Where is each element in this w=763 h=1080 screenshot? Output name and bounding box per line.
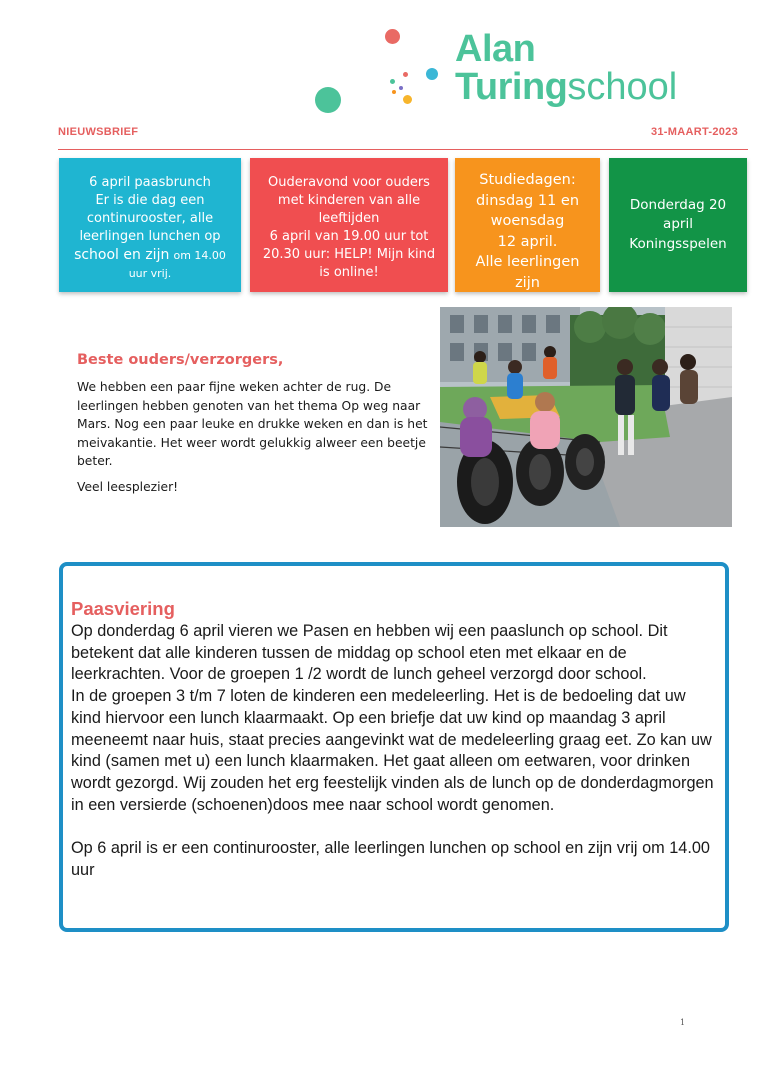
event-box-koningsspelen bbox=[609, 158, 747, 292]
newsletter-label: NIEUWSBRIEF bbox=[58, 126, 139, 138]
paragraph-spacer bbox=[71, 816, 719, 838]
header-divider bbox=[58, 149, 748, 150]
intro-paragraph: We hebben een paar fijne weken achter de rug. De leerlingen hebben genoten van het thema Op weg naar Mars. Nog een paar leuke en drukke weken en dan is het meivakantie. Het weer wordt gelukkig alweer een beetje beter. bbox=[77, 380, 428, 468]
ouderavond-line5: 20.30 uur: HELP! Mijn kind bbox=[262, 247, 436, 262]
logo-dot-small-orange bbox=[392, 90, 396, 94]
event-box-ouderavond bbox=[250, 158, 448, 292]
paasviering-paragraph-2: In de groepen 3 t/m 7 loten de kinderen een medeleerling. Het is de bedoeling dat uw kind hiervoor een lunch klaarmaakt. Op een briefje dat uw kind op maandag 3 april meeneemt naar huis, staat precies aangevinkt wat de medeleerling graag eet. Zo kan uw kind (samen met u) een lunch klaarmaken. Het gaat alleen om eetwaren, voor drinken wordt gezorgd. Wij zouden het erg feestelijk vinden als de lunch op de donderdagmorgen in een versierde (schoenen)doos mee naar school wordt genomen. bbox=[71, 687, 714, 814]
koningsspelen-line1: Donderdag 20 bbox=[629, 196, 727, 213]
paasviering-paragraph-3: Op 6 april is er een continurooster, alle leerlingen lunchen op school en zijn vrij om 14.00 uur bbox=[71, 839, 710, 879]
paasviering-heading: Paasviering bbox=[71, 598, 175, 619]
paasbrunch-line3: continurooster, alle bbox=[86, 211, 214, 226]
studiedagen-line3: woensdag bbox=[490, 213, 565, 229]
playground-photo bbox=[440, 307, 732, 527]
intro-heading: Beste ouders/verzorgers, bbox=[77, 352, 284, 368]
paasviering-body bbox=[71, 621, 719, 881]
paasbrunch-line1: 6 april paasbrunch bbox=[89, 175, 211, 190]
ouderavond-line6: is online! bbox=[319, 265, 379, 280]
koningsspelen-line2: april bbox=[663, 216, 693, 233]
paasbrunch-line6: uur vrij. bbox=[128, 267, 172, 280]
studiedagen-line2: dinsdag 11 en bbox=[475, 192, 580, 209]
newsletter-date: 31-MAART-2023 bbox=[650, 126, 738, 138]
logo-dot-small-green bbox=[390, 79, 395, 84]
ouderavond-line1: Ouderavond voor ouders bbox=[268, 175, 430, 190]
paasbrunch-line5-small: om 14.00 bbox=[173, 249, 226, 262]
studiedagen-line5: Alle leerlingen zijn bbox=[475, 254, 580, 291]
event-box-studiedagen bbox=[455, 158, 600, 292]
event-box-paasbrunch bbox=[59, 158, 241, 292]
logo-line2-bold: Turing bbox=[455, 66, 568, 108]
studiedagen-line4: 12 april. bbox=[497, 233, 558, 250]
logo-dot-green-large bbox=[315, 87, 341, 113]
logo-dot-small-red bbox=[403, 72, 408, 77]
logo-dot-blue bbox=[426, 68, 438, 80]
logo-line2 bbox=[455, 68, 677, 106]
intro-signoff: Veel leesplezier! bbox=[77, 480, 179, 494]
ouderavond-line4: 6 april van 19.00 uur tot bbox=[269, 229, 429, 244]
logo-dot-red bbox=[385, 29, 400, 44]
paasviering-paragraph-1: Op donderdag 6 april vieren we Pasen en hebben wij een paaslunch op school. Dit betekent dat alle kinderen tussen de middag op school eten met elkaar en de leerkrachten. Voor de groepen 1 /2 wordt de lunch geheel verzorgd door school. bbox=[71, 622, 668, 684]
paasbrunch-line2: Er is die dag een bbox=[95, 193, 205, 208]
ouderavond-line2: met kinderen van alle bbox=[277, 193, 421, 208]
page-number: 1 bbox=[680, 1018, 686, 1027]
paasbrunch-line5: school en zijn bbox=[74, 247, 170, 263]
logo-dot-small-purple bbox=[399, 86, 403, 90]
koningsspelen-line3: Koningsspelen bbox=[629, 235, 727, 252]
paasbrunch-line4: leerlingen lunchen op bbox=[79, 229, 221, 244]
logo-wordmark bbox=[455, 30, 677, 106]
studiedagen-line1: Studiedagen: bbox=[479, 172, 576, 188]
logo-dot-yellow bbox=[403, 95, 412, 104]
ouderavond-line3: leeftijden bbox=[318, 211, 380, 226]
logo-line1: Alan bbox=[455, 28, 536, 70]
logo-line2-light: school bbox=[567, 66, 678, 108]
